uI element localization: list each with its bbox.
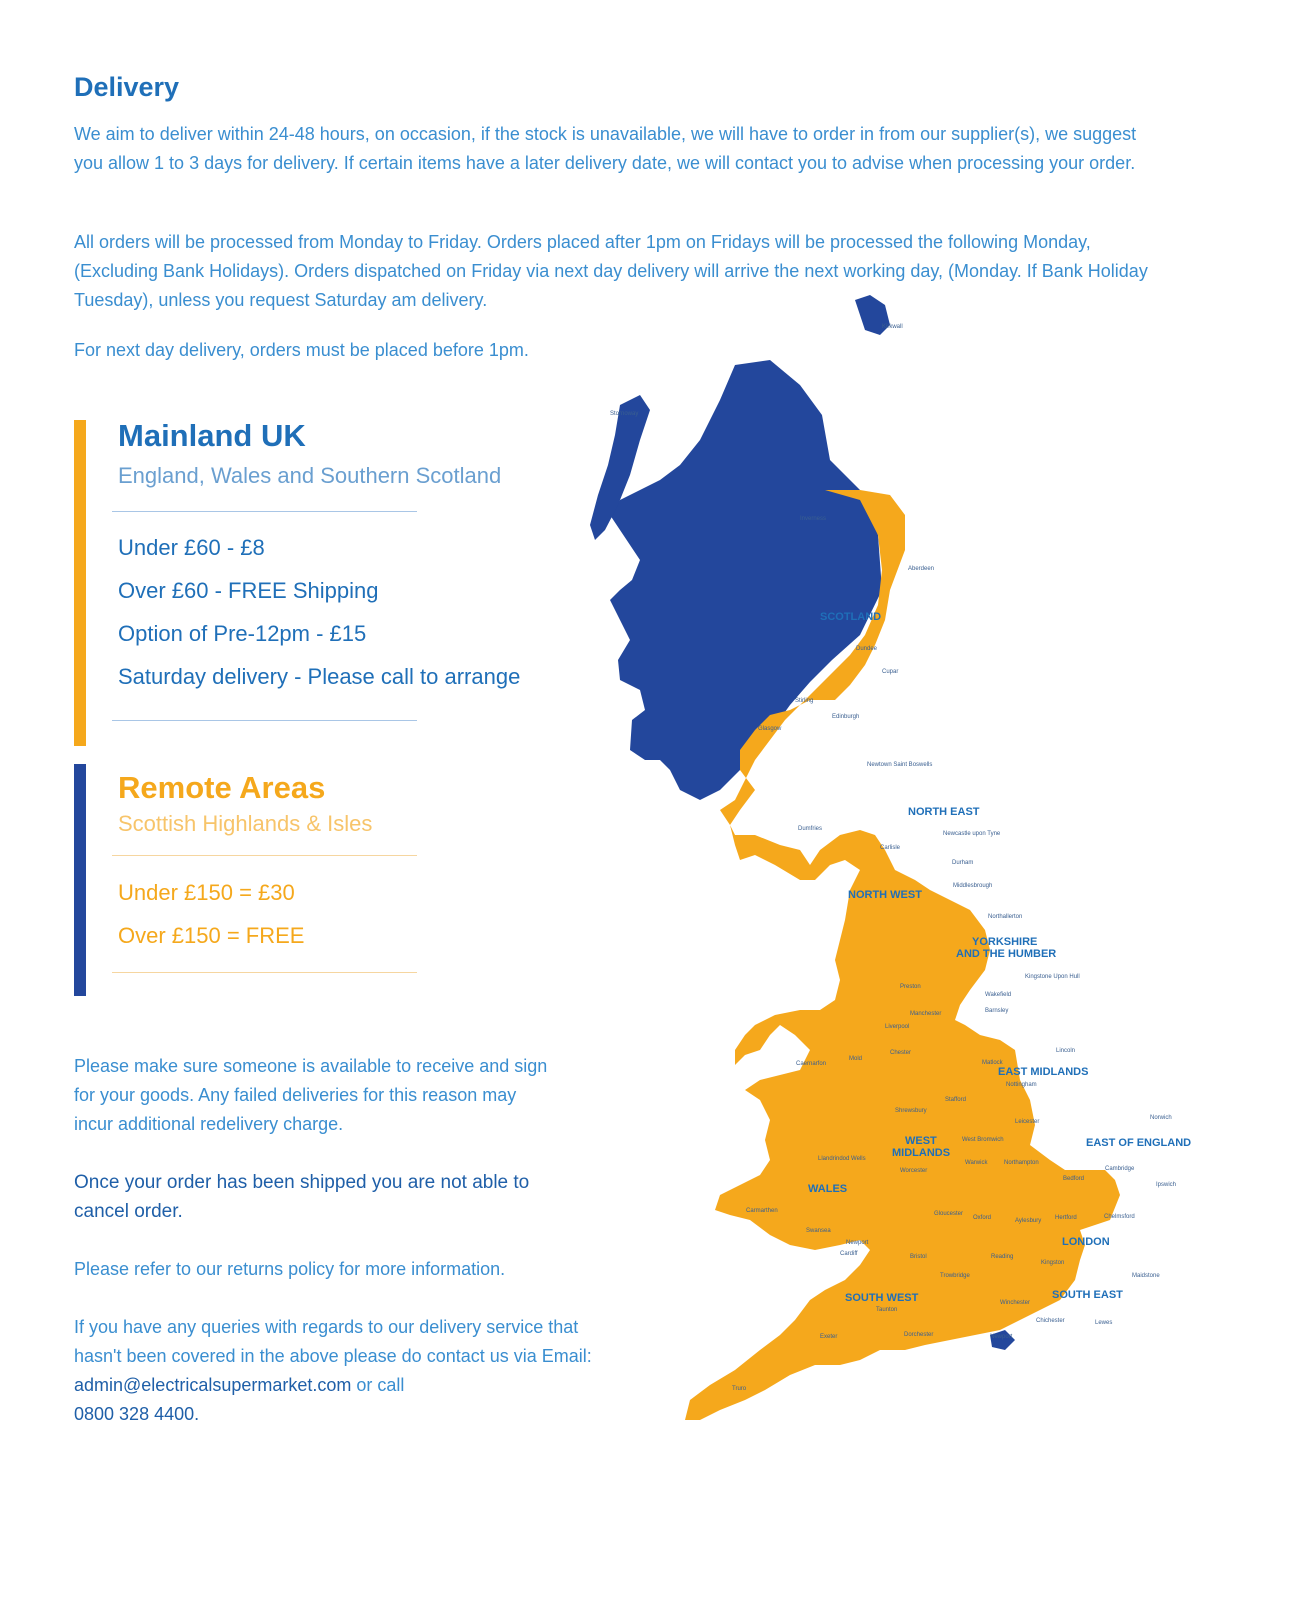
city-label: Liverpool [885, 1024, 910, 1030]
city-label: Stornoway [610, 411, 639, 417]
region-label: NORTH EAST [908, 806, 980, 818]
city-label: Newcastle upon Tyne [943, 831, 1001, 837]
city-label: Kingston [1041, 1260, 1065, 1266]
city-label: Glasgow [758, 726, 782, 732]
isle-of-wight [990, 1330, 1015, 1350]
city-label: Preston [900, 984, 921, 990]
remote-divider-bottom [112, 972, 417, 973]
queries-text: If you have any queries with regards to our delivery service that hasn't been covered in the above please do contact us via Email: [74, 1317, 592, 1366]
remote-subtitle: Scottish Highlands & Isles [118, 811, 373, 836]
phone-link[interactable]: 0800 328 4400. [74, 1404, 200, 1424]
remote-rate: Over £150 = FREE [118, 923, 305, 948]
city-label: Exeter [820, 1334, 838, 1340]
city-label: Kirkwall [882, 324, 903, 330]
city-label: Carlisle [880, 845, 901, 851]
city-label: Bedford [1063, 1176, 1085, 1182]
mainland-rate: Saturday delivery - Please call to arrange [118, 664, 521, 689]
city-label: Inverness [800, 516, 827, 522]
intro-paragraph-3: For next day delivery, orders must be placed before 1pm. [74, 340, 529, 360]
city-label: Aberdeen [908, 566, 935, 572]
region-label: WEST [905, 1135, 937, 1147]
availability-note: Please make sure someone is available to receive and sign for your goods. Any failed deliveries for this reason may incur additional redelivery charge. [74, 1056, 548, 1134]
remote-accent-bar [74, 764, 86, 996]
city-label: Warwick [965, 1160, 988, 1166]
mainland-divider-bottom [112, 720, 417, 721]
page-title: Delivery [74, 72, 180, 102]
city-label: Matlock [982, 1060, 1003, 1066]
city-label: Llandrindod Wells [818, 1156, 866, 1162]
region-label: LONDON [1062, 1236, 1110, 1248]
region-label: NORTH WEST [848, 889, 922, 901]
city-label: Hertford [1055, 1215, 1077, 1221]
city-label: Dumfries [798, 826, 823, 832]
city-label: Maidstone [1132, 1273, 1160, 1279]
city-label: Dorchester [904, 1332, 934, 1338]
uk-delivery-map [560, 290, 1220, 1440]
city-label: Nottingham [1006, 1082, 1037, 1088]
city-label: Oxford [973, 1215, 992, 1221]
city-label: Dundee [856, 646, 878, 652]
city-label: Swansea [806, 1228, 831, 1234]
city-label: Barnsley [985, 1008, 1009, 1014]
city-label: Chelmsford [1104, 1214, 1135, 1220]
city-label: Lewes [1095, 1320, 1113, 1326]
city-label: Chichester [1036, 1318, 1065, 1324]
queries-or-call: or call [351, 1375, 405, 1395]
mainland-rate: Over £60 - FREE Shipping [118, 578, 379, 603]
city-label: Durham [952, 860, 974, 866]
city-label: Chester [890, 1050, 912, 1056]
city-label: Leicester [1015, 1119, 1040, 1125]
highlands-region [610, 360, 882, 800]
city-label: Edinburgh [832, 714, 860, 720]
city-label: West Bromwich [962, 1137, 1004, 1143]
mainland-rate: Option of Pre-12pm - £15 [118, 621, 367, 646]
city-label: Mold [849, 1056, 863, 1062]
mainland-subtitle: England, Wales and Southern Scotland [118, 463, 502, 488]
mainland-rate: Under £60 - £8 [118, 535, 265, 560]
city-label: Norwich [1150, 1115, 1172, 1121]
city-label: Ipswich [1156, 1182, 1177, 1188]
city-label: Northallerton [988, 914, 1023, 920]
region-label: MIDLANDS [892, 1147, 951, 1159]
city-label: Newport [990, 1334, 1013, 1340]
region-label: AND THE HUMBER [956, 948, 1057, 960]
mainland-accent-bar [74, 420, 86, 746]
remote-title: Remote Areas [118, 770, 326, 805]
city-label: Middlesbrough [953, 883, 993, 889]
city-label: Caernarfon [796, 1061, 827, 1067]
city-label: Newport [846, 1240, 869, 1246]
city-label: Reading [991, 1254, 1014, 1260]
city-label: Aylesbury [1015, 1218, 1042, 1224]
region-label: SOUTH WEST [845, 1292, 919, 1304]
city-label: Stirling [795, 698, 814, 704]
city-label: Wakefield [985, 992, 1012, 998]
city-label: Taunton [876, 1307, 898, 1313]
region-label: EAST OF ENGLAND [1086, 1137, 1192, 1149]
city-label: Lincoln [1056, 1048, 1076, 1054]
city-label: Bristol [910, 1254, 927, 1260]
city-label: Worcester [900, 1168, 928, 1174]
cancel-note: Once your order has been shipped you are not able to cancel order. [74, 1172, 530, 1222]
queries-note [74, 1313, 594, 1429]
city-label: Carmarthen [746, 1208, 778, 1214]
remote-rate: Under £150 = £30 [118, 880, 295, 905]
intro-paragraph-1: We aim to deliver within 24-48 hours, on occasion, if the stock is unavailable, we will have to order in from our supplier(s), we suggest you allow 1 to 3 days for delivery. If certain items have a later delivery date, we will contact you to advise when processing your order. [74, 124, 1137, 173]
email-link[interactable]: admin@electricalsupermarket.com [74, 1375, 352, 1395]
city-label: Northampton [1004, 1160, 1039, 1166]
region-label: EAST MIDLANDS [998, 1066, 1089, 1078]
city-label: Trowbridge [940, 1273, 970, 1279]
region-label: YORKSHIRE [972, 936, 1038, 948]
mainland-title: Mainland UK [118, 418, 306, 453]
region-label: WALES [808, 1183, 848, 1195]
mainland-divider-top [112, 511, 417, 512]
city-label: Cardiff [840, 1251, 858, 1257]
city-label: Kingstone Upon Hull [1025, 974, 1080, 980]
city-label: Stafford [945, 1097, 966, 1103]
city-label: Gloucester [934, 1211, 964, 1217]
city-label: Cupar [882, 669, 899, 675]
city-label: Shrewsbury [895, 1108, 927, 1114]
remote-divider-top [112, 855, 417, 856]
city-label: Newtown Saint Boswells [867, 762, 933, 768]
city-label: Winchester [1000, 1300, 1031, 1306]
intro-paragraph-2: All orders will be processed from Monday to Friday. Orders placed after 1pm on Fridays will be processed the following Monday, (Excluding Bank Holidays). Orders dispatched on Friday via next day delivery will arrive the next working day, (Monday. If Bank Holiday Tuesday), unless you request Saturday am delivery. [74, 232, 1148, 310]
returns-note: Please refer to our returns policy for more information. [74, 1259, 506, 1279]
region-label: SOUTH EAST [1052, 1289, 1123, 1301]
city-label: Manchester [910, 1011, 942, 1017]
city-label: Truro [732, 1386, 747, 1392]
region-label: SCOTLAND [820, 611, 882, 623]
city-label: Cambridge [1105, 1166, 1135, 1172]
